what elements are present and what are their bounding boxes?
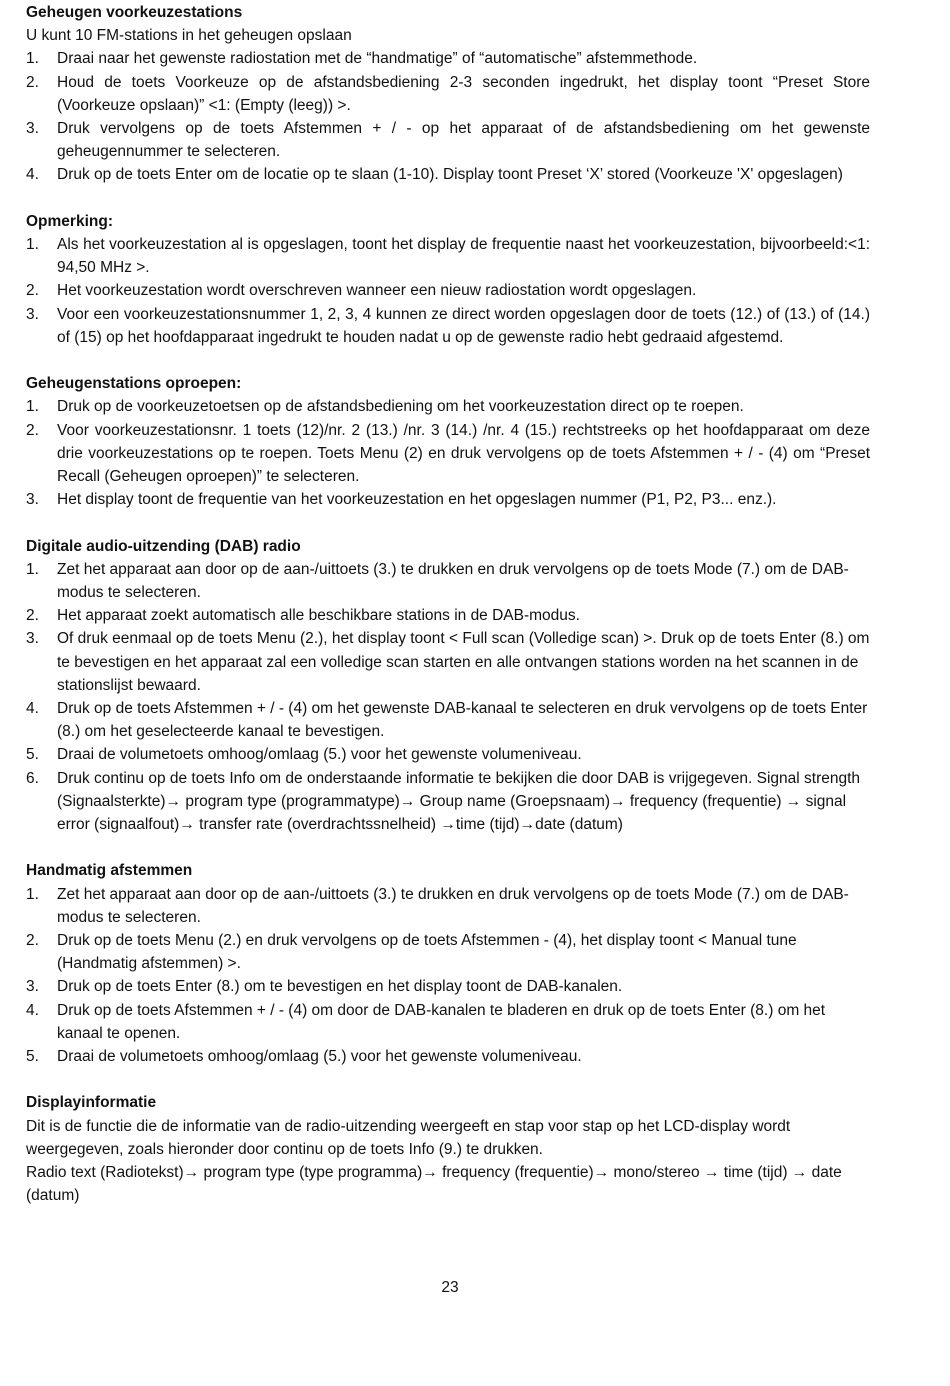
- section-heading: Displayinformatie: [26, 1094, 157, 1112]
- item-number: 3.: [26, 978, 39, 996]
- list-item: [26, 627, 870, 697]
- section-display-info: [26, 1091, 870, 1207]
- section-heading: Geheugen voorkeuzestations: [26, 4, 243, 21]
- item-number: 4.: [26, 700, 39, 718]
- steps-list: [26, 233, 870, 349]
- section-intro: U kunt 10 FM-stations in het geheugen opslaan: [26, 27, 352, 45]
- item-text: Draai naar het gewenste radiostation met de “handmatige” of “automatische” afstemmethode.: [57, 50, 698, 68]
- item-text: Druk op de toets Enter om de locatie op te slaan (1-10). Display toont Preset ‘X’ stored (Voorkeuze 'X' opgeslagen): [57, 166, 843, 184]
- list-item: [26, 767, 870, 837]
- item-number: 2.: [26, 282, 39, 300]
- list-item: [26, 883, 870, 929]
- steps-list: [26, 883, 870, 1069]
- item-number: 3.: [26, 120, 39, 138]
- list-item: [26, 71, 870, 117]
- item-number: 1.: [26, 50, 39, 68]
- list-item: [26, 975, 870, 998]
- steps-list: [26, 395, 870, 511]
- item-text: Druk op de toets Menu (2.) en druk vervolgens op de toets Afstemmen - (4), het display toont < Manual tune (Handmatig afstemmen) >.: [57, 932, 797, 973]
- item-number: 6.: [26, 769, 39, 787]
- item-number: 4.: [26, 1001, 39, 1019]
- item-text: Druk op de toets Afstemmen + / - (4) om het gewenste DAB-kanaal te selecteren en druk vervolgens op de toets Enter (8.) om het geselecteerde kanaal te bevestigen.: [57, 700, 868, 741]
- steps-list: [26, 47, 870, 186]
- item-text: Het apparaat zoekt automatisch alle beschikbare stations in de DAB-modus.: [57, 607, 580, 625]
- list-item: [26, 604, 870, 627]
- section-memory-presets: [26, 1, 870, 187]
- section-manual-tuning: [26, 859, 870, 1068]
- item-text: Zet het apparaat aan door op de aan-/uittoets (3.) te drukken en druk vervolgens op de toets Mode (7.) om de DAB-modus te selecteren.: [57, 560, 849, 602]
- item-text: Druk vervolgens op de toets Afstemmen + / - op het apparaat of de afstandsbediening om het gewenste geheugennummer te selecteren.: [57, 120, 870, 161]
- item-number: 2.: [26, 421, 39, 439]
- steps-list: [26, 558, 870, 836]
- list-item: [26, 488, 870, 511]
- section-remark: [26, 210, 870, 349]
- item-text: Het voorkeuzestation wordt overschreven wanneer een nieuw radiostation wordt opgeslagen.: [57, 282, 697, 300]
- item-number: 3.: [26, 305, 39, 323]
- paragraph: Radio text (Radiotekst)→ program type (type programma)→ frequency (frequentie)→ mono/stereo → time (tijd) → date (datum): [26, 1164, 842, 1205]
- document-page: [26, 0, 870, 1207]
- list-item: [26, 117, 870, 163]
- item-text: Het display toont de frequentie van het voorkeuzestation en het opgeslagen nummer (P1, P2, P3... enz.).: [57, 491, 777, 509]
- item-number: 1.: [26, 560, 39, 578]
- item-number: 1.: [26, 236, 39, 254]
- item-text: Voor voorkeuzestationsnr. 1 toets (12)/nr. 2 (13.) /nr. 3 (14.) /nr. 4 (15.) rechtstreeks op het hoofdapparaat om deze drie voorkeuzestations op te roepen. Toets Menu (2) en druk vervolgens op de toets Afstemmen + / - (4) om “Preset Recall (Geheugen oproepen)” te selecteren.: [57, 421, 870, 486]
- item-number: 2.: [26, 932, 39, 950]
- list-item: [26, 279, 870, 302]
- list-item: [26, 1045, 870, 1068]
- list-item: [26, 303, 870, 349]
- section-recall-presets: [26, 372, 870, 511]
- item-text: Zet het apparaat aan door op de aan-/uittoets (3.) te drukken en druk vervolgens op de toets Mode (7.) om de DAB-modus te selecteren.: [57, 885, 849, 926]
- item-text: Draai de volumetoets omhoog/omlaag (5.) voor het gewenste volumeniveau.: [57, 1048, 582, 1066]
- item-text: Druk op de toets Enter (8.) om te bevestigen en het display toont de DAB-kanalen.: [57, 978, 623, 996]
- item-text: Druk op de toets Afstemmen + / - (4) om door de DAB-kanalen te bladeren en druk op de toets Enter (8.) om het kanaal te openen.: [57, 1001, 826, 1042]
- section-heading: Geheugenstations oproepen:: [26, 375, 242, 393]
- list-item: [26, 419, 870, 489]
- item-number: 3.: [26, 630, 39, 648]
- item-text: Voor een voorkeuzestationsnummer 1, 2, 3, 4 kunnen ze direct worden opgeslagen door de toets (12.) of (13.) of (14.) of (15) op het hoofdapparaat ingedrukt te houden nadat u op de gewenste radio hebt gedraaid afgestemd.: [57, 305, 870, 346]
- page-number: 23: [441, 1279, 459, 1296]
- list-item: [26, 163, 870, 186]
- list-item: [26, 395, 870, 418]
- list-item: [26, 697, 870, 743]
- item-number: 1.: [26, 398, 39, 416]
- item-text: Draai de volumetoets omhoog/omlaag (5.) voor het gewenste volumeniveau.: [57, 746, 582, 764]
- item-number: 2.: [26, 607, 39, 625]
- item-number: 4.: [26, 166, 39, 184]
- list-item: [26, 929, 870, 975]
- paragraph: Dit is de functie die de informatie van de radio-uitzending weergeeft en stap voor stap op het LCD-display wordt weergegeven, zoals hieronder door continu op de toets Info (9.) te drukken.: [26, 1117, 791, 1158]
- item-number: 3.: [26, 491, 39, 509]
- list-item: [26, 558, 870, 604]
- item-text: Of druk eenmaal op de toets Menu (2.), het display toont < Full scan (Volledige scan) >. Druk op de toets Enter (8.) om te bevestigen en het apparaat zal een volledige scan starten en alle ontvangen stations worden na het scannen in de stationslijst bewaard.: [57, 630, 870, 694]
- section-heading: Handmatig afstemmen: [26, 862, 193, 880]
- item-number: 1.: [26, 885, 39, 903]
- list-item: [26, 47, 870, 70]
- item-number: 5.: [26, 746, 39, 764]
- item-number: 5.: [26, 1048, 39, 1066]
- item-text: Houd de toets Voorkeuze op de afstandsbediening 2-3 seconden ingedrukt, het display toont “Preset Store (Voorkeuze opslaan)” <1: (Empty (leeg)) >.: [57, 73, 870, 114]
- item-text: Druk continu op de toets Info om de onderstaande informatie te bekijken die door DAB is vrijgegeven. Signal strength (Signaalsterkte)→ program type (programmatype)→ Group name (Groepsnaam)→ frequency (frequentie) → signal error (signaalfout)→ transfer rate (overdrachtssnelheid) →time (tijd)→date (datum): [57, 769, 861, 834]
- item-text: Druk op de voorkeuzetoetsen op de afstandsbediening om het voorkeuzestation direct op te roepen.: [57, 398, 744, 416]
- section-dab-radio: [26, 535, 870, 837]
- item-text: Als het voorkeuzestation al is opgeslagen, toont het display de frequentie naast het voorkeuzestation, bijvoorbeeld:<1: 94,50 MHz >.: [57, 236, 870, 277]
- section-heading: Digitale audio-uitzending (DAB) radio: [26, 537, 301, 555]
- list-item: [26, 233, 870, 279]
- list-item: [26, 999, 870, 1045]
- list-item: [26, 743, 870, 766]
- section-heading: Opmerking:: [26, 212, 113, 230]
- item-number: 2.: [26, 73, 39, 91]
